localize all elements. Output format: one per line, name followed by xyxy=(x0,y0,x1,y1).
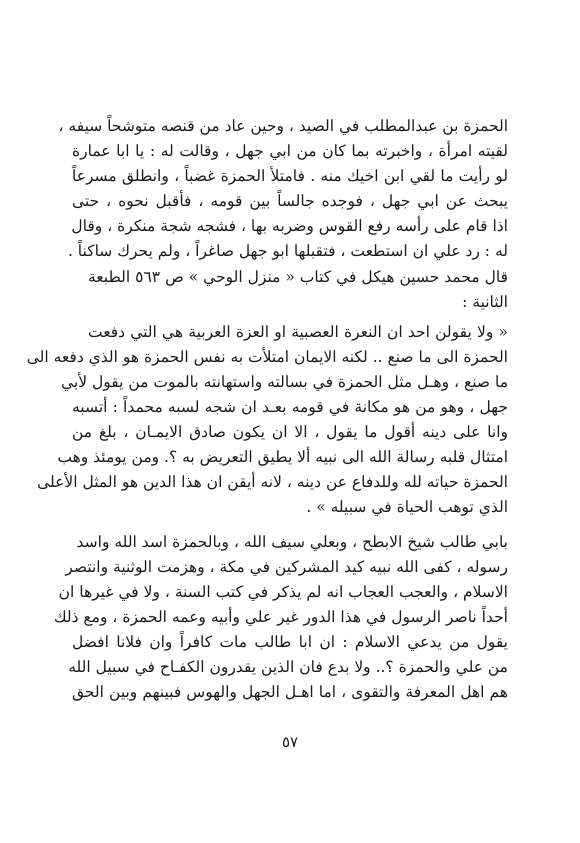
quote-line: الحمزة حياته لله وللدفاع عن دينه ، لانه أيقن ان هذا الدين هو المثل الأعلى xyxy=(37,473,508,491)
text-line: الاسلام ، والعجب العجاب انه لم يذكر في كتب السنة ، ولا في غيرها ان xyxy=(58,583,508,601)
quote-line: الحمزة الى ما صنع .. لكنه الايمان امتلأت به نفس الحمزة هو الذي دفعه الى xyxy=(26,348,508,366)
text-line: رسوله ، كفى الله نبيه كيد المشركين في مكة ، وهزمت الوثنية وانتصر xyxy=(65,558,508,576)
quote-line: « ولا يقولن احد ان النعرة العصبية او العزة العربية هي التي دفعت xyxy=(88,323,508,341)
text-line: اذا قام على رأسه رفع القوس وضربه بها ، فشجه شجة منكرة ، وقال xyxy=(71,217,508,235)
text-line: يقول من يدعي الاسلام : ان ابا طالب مات كافراً وان فلانا افضل xyxy=(72,633,508,651)
text-line: هم اهل المعرفة والتقوى ، اما اهـل الجهل والهوس فبينهم وبين الحق xyxy=(72,683,508,701)
text-line: من علي والحمزة ؟.. ولا بدع فان الذين يقدرون الكفـاح في سبيل الله xyxy=(68,658,508,676)
text-line: الحمزة بن عبدالمطلب في الصيد ، وحين عاد من قنصه متوشحاً سيفه ، xyxy=(58,117,508,135)
text-line: لو رأيت ما لقي ابن اخيك منه . فامتلأ الحمزة غضباً ، وانطلق مسرعاً xyxy=(72,167,508,185)
quote-line: جهل ، وهو من هو مكانة في قومه بعـد ان شجه لسبه محمداً : أتسبه xyxy=(72,398,508,416)
text-line: له : رد علي ان استطعت ، فتقبلها ابو جهل صاغراً ، ولم يحرك ساكناً . xyxy=(67,242,508,260)
text-line: الثانية : xyxy=(462,293,508,311)
text-line: قال محمد حسين هيكل في كتاب « منزل الوحي » ص ٥٦٣ الطبعة xyxy=(88,268,508,286)
quote-line: الذي توهب الحياة في سبيله » . xyxy=(306,498,508,516)
text-line: بابي طالب شيخ الابطح ، وبعلي سيف الله ، وبالحمزة اسد الله واسد xyxy=(76,533,508,551)
text-line: لقيته امرأة ، واخبرته بما كان من ابي جهل ، وقالت له : يا ابا عمارة xyxy=(72,142,508,160)
quote-line: ما صنع ، وهـل مثل الحمزة في بسالته واستهانته بالموت من يقول لأبي xyxy=(60,373,508,391)
text-line: يبحث عن ابي جهل ، فوجده جالساً بين قومه ، فأقبل نحوه ، حتى xyxy=(72,192,508,210)
quote-line: وانا على دينه أقول ما يقول ، الا ان يكون صادق الايمـان ، بلغ من xyxy=(72,423,508,441)
page-number: ٥٧ xyxy=(281,733,299,751)
quote-line: امتثال قلبه رسالة الله الى نبيه ألا يطيق التعريض به ؟. ومن يومئذ وهب xyxy=(57,448,508,466)
text-line: أحداً ناصر الرسول في هذا الدور غير علي وأبيه وعمه الحمزة ، ومع ذلك xyxy=(53,608,508,626)
